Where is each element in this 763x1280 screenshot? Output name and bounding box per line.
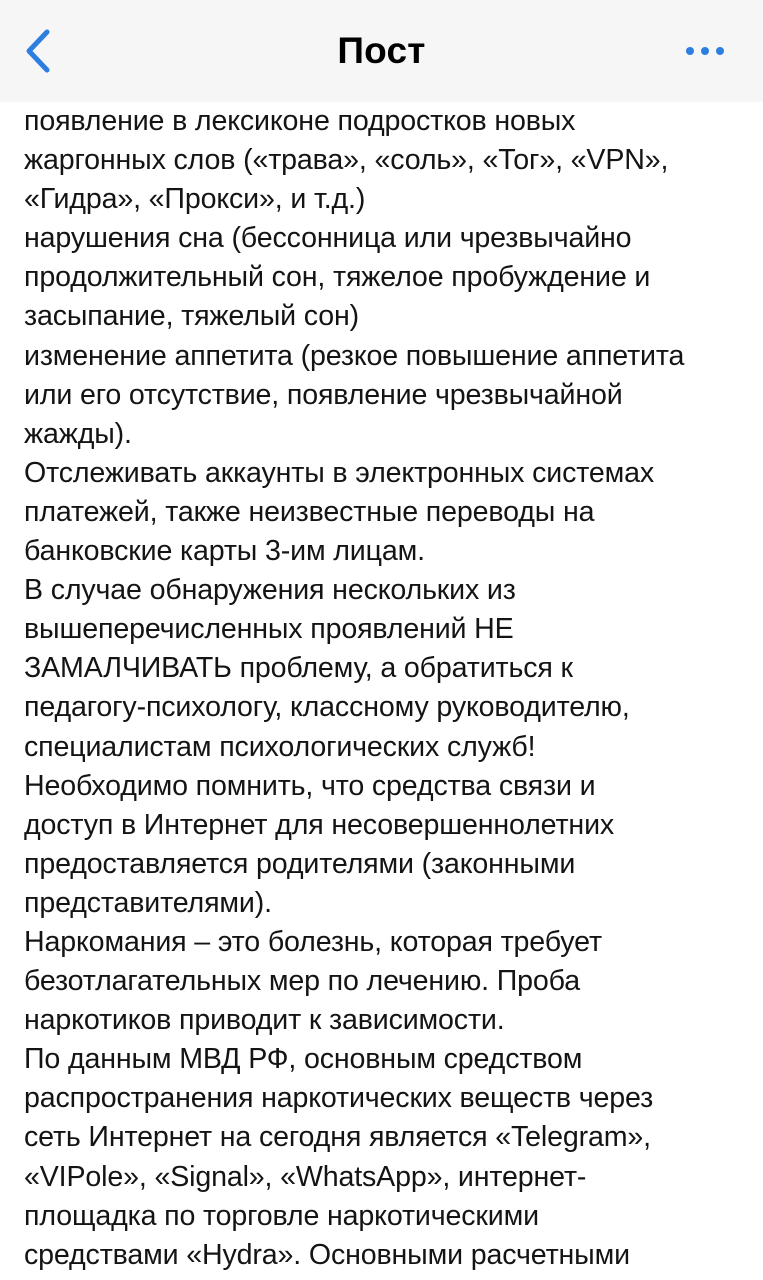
chevron-left-icon xyxy=(25,29,51,73)
post-text-line: Наркомания – это болезнь, которая требует xyxy=(24,925,602,958)
post-text-line: или его отсутствие, появление чрезвычайной xyxy=(24,378,623,411)
post-text-line: средствами «Hydra». Основными расчетными xyxy=(24,1238,630,1271)
post-text-line: В случае обнаружения нескольких из xyxy=(24,574,516,607)
post-text-line: площадка по торговле наркотическими xyxy=(24,1199,539,1232)
post-text-line: платежей, также неизвестные переводы на xyxy=(24,495,595,528)
post-text-line: сеть Интернет на сегодня является «Telegram», xyxy=(24,1121,651,1154)
post-text-line: По данным МВД РФ, основным средством xyxy=(24,1043,583,1076)
post-text-line: наркотиков приводит к зависимости. xyxy=(24,1004,505,1037)
post-text-line: нарушения сна (бессонница или чрезвычайно xyxy=(24,222,632,255)
more-options-button[interactable] xyxy=(677,28,733,74)
post-text-line: появление в лексиконе подростков новых xyxy=(24,105,576,137)
page-title: Пост xyxy=(337,30,426,71)
post-text-line: Отслеживать аккаунты в электронных системах xyxy=(24,456,655,489)
post-text-line: представителями). xyxy=(24,886,272,919)
post-text-line: продолжительный сон, тяжелое пробуждение и xyxy=(24,261,651,294)
post-text-line: засыпание, тяжелый сон) xyxy=(24,300,359,333)
post-text-line: Необходимо помнить, что средства связи и xyxy=(24,769,596,802)
post-text-line: педагогу-психологу, классному руководителю, xyxy=(24,691,630,724)
post-text-line: безотлагательных мер по лечению. Проба xyxy=(24,965,580,998)
post-text-line: изменение аппетита (резкое повышение аппетита xyxy=(24,339,685,372)
post-text-line: банковские карты 3-им лицам. xyxy=(24,535,425,568)
post-text-line: жажды). xyxy=(24,417,132,450)
post-text-line: распространения наркотических веществ через xyxy=(24,1082,654,1115)
post-text-line: «Гидра», «Прокси», и т.д.) xyxy=(24,183,366,216)
post-text-line: предоставляется родителями (законными xyxy=(24,847,576,880)
post-text-line: доступ в Интернет для несовершеннолетних xyxy=(24,808,615,841)
post-text-line: ЗАМАЛЧИВАТЬ проблему, а обратиться к xyxy=(24,652,573,685)
post-text-line: вышеперечисленных проявлений НЕ xyxy=(24,613,514,646)
navigation-bar xyxy=(0,0,763,102)
post-text-line: специалистам психологических служб! xyxy=(24,730,536,763)
ellipsis-icon xyxy=(685,46,725,56)
post-text-line: «VIPole», «Signal», «WhatsApp», интернет- xyxy=(24,1160,587,1193)
post-content[interactable] xyxy=(24,102,754,1280)
back-button[interactable] xyxy=(14,22,62,80)
post-text-line: жаргонных слов («трава», «соль», «Тог», «VPN», xyxy=(24,144,669,177)
post-text xyxy=(24,102,754,1275)
